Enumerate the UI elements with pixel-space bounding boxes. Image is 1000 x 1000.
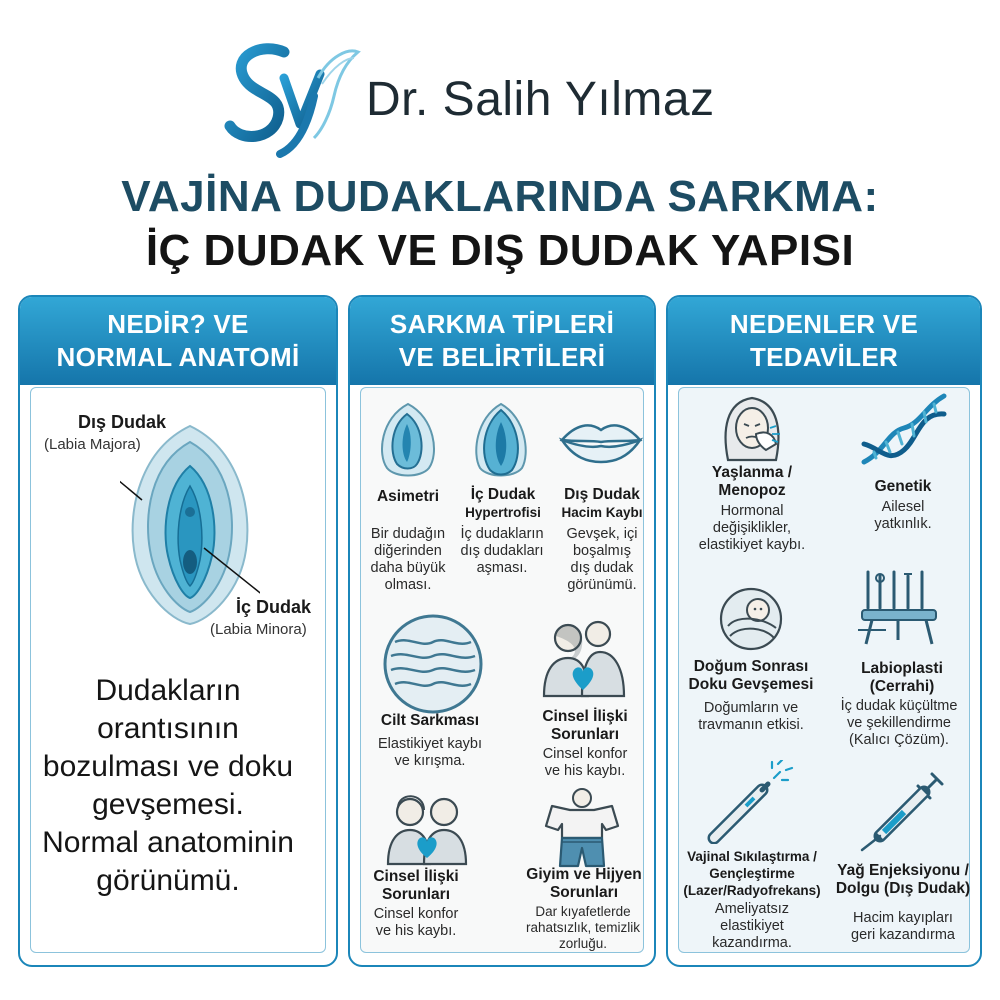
dna-icon [858, 392, 950, 473]
surgical-tools-icon [858, 568, 940, 653]
item-title: Asimetri [376, 488, 440, 505]
panel-causes-treatments-heading [668, 297, 980, 385]
item-title: Vajinal Sıkılaştırma / Gençleştirme (Lazer/Radyofrekans) [683, 849, 821, 898]
outer-lip-sublabel: (Labia Majora) [44, 436, 141, 453]
item-title: Yaşlanma / Menopoz [711, 464, 793, 499]
item-title: Cinsel İlişki Sorunları [373, 868, 459, 903]
item-title: İç Dudak Hypertrofisi [465, 486, 541, 520]
item-text: Hacim kayıpları geri kazandırma [851, 910, 955, 943]
heading-line: SARKMA TİPLERİ [389, 309, 615, 339]
lips-icon [558, 418, 644, 469]
couple-heart-icon [384, 788, 470, 871]
page-title-line2: İÇ DUDAK VE DIŞ DUDAK YAPISI [145, 226, 855, 275]
heading-line: NORMAL ANATOMİ [56, 342, 300, 372]
item-text: Ameliyatsız elastikiyet kazandırma. [712, 901, 792, 951]
item-title: Cinsel İlişki Sorunları [542, 708, 628, 743]
description-line: bozulması ve doku [42, 750, 294, 783]
item-text: Bir dudağın diğerinden daha büyük olması. [370, 526, 446, 593]
item-text: Dar kıyafetlerde rahatsızlık, temizlik zorluğu. [525, 904, 641, 951]
inner-lip-hypertrophy-icon [468, 400, 534, 485]
heading-line: NEDENLER VE [729, 309, 919, 339]
heading-line: VE BELİRTİLERİ [398, 342, 606, 372]
panel-sagging-types-heading [350, 297, 654, 385]
item-title: Doğum Sonrası Doku Gevşemesi [688, 658, 814, 693]
description-line: gevşemesi. [92, 788, 244, 821]
panel-anatomy-heading [20, 297, 336, 385]
asymmetry-icon [373, 400, 443, 485]
item-text: Cinsel konfor ve his kaybı. [373, 906, 459, 939]
inner-lip-label: İç Dudak [236, 597, 312, 617]
anatomy-description [18, 672, 318, 900]
couple-heart-icon [538, 614, 628, 703]
syringe-icon [854, 766, 950, 857]
item-text: Doğumların ve travmanın etkisi. [698, 700, 804, 733]
laser-probe-icon [706, 760, 796, 849]
item-text: İç dudakların dış dudakları aşması. [460, 526, 544, 576]
page-title-line1: VAJİNA DUDAKLARINDA SARKMA: [121, 172, 879, 221]
item-text: Ailesel yatkınlık. [874, 499, 932, 532]
aging-woman-icon [712, 390, 792, 475]
description-line: Normal anatominin [42, 826, 294, 859]
item-title: Genetik [874, 478, 932, 495]
item-title: Labioplasti (Cerrahi) [861, 660, 943, 695]
heading-line: TEDAVİLER [749, 342, 899, 372]
item-title: Cilt Sarkması [380, 712, 480, 729]
item-text: İç dudak küçültme ve şekillendirme (Kalıcı Çözüm). [840, 698, 958, 748]
item-text: Hormonal değişiklikler, elastikiyet kaybı. [698, 503, 806, 553]
newborn-icon [716, 584, 786, 659]
item-text: Cinsel konfor ve his kaybı. [542, 746, 628, 779]
labia-anatomy-illustration-icon [120, 420, 260, 635]
description-line: Dudakların [95, 674, 241, 707]
item-title: Dış Dudak Hacim Kaybı [561, 486, 643, 520]
outer-lip-label: Dış Dudak [78, 412, 167, 432]
item-title: Giyim ve Hijyen Sorunları [526, 866, 642, 901]
item-text: Gevşek, içi boşalmış dış dudak görünümü. [566, 526, 638, 593]
description-line: görünümü. [96, 864, 240, 897]
tight-clothing-icon [540, 786, 624, 873]
description-line: orantısının [97, 712, 239, 745]
item-title: Yağ Enjeksiyonu / Dolgu (Dış Dudak) [835, 862, 971, 897]
heading-line: NEDİR? VE [107, 309, 249, 339]
sy-monogram-logo-icon [222, 38, 362, 158]
inner-lip-sublabel: (Labia Minora) [210, 621, 307, 638]
wrinkled-skin-icon [381, 612, 485, 721]
brand-name: Dr. Salih Yılmaz [366, 73, 715, 126]
item-text: Elastikiyet kaybı ve kırışma. [378, 736, 482, 769]
